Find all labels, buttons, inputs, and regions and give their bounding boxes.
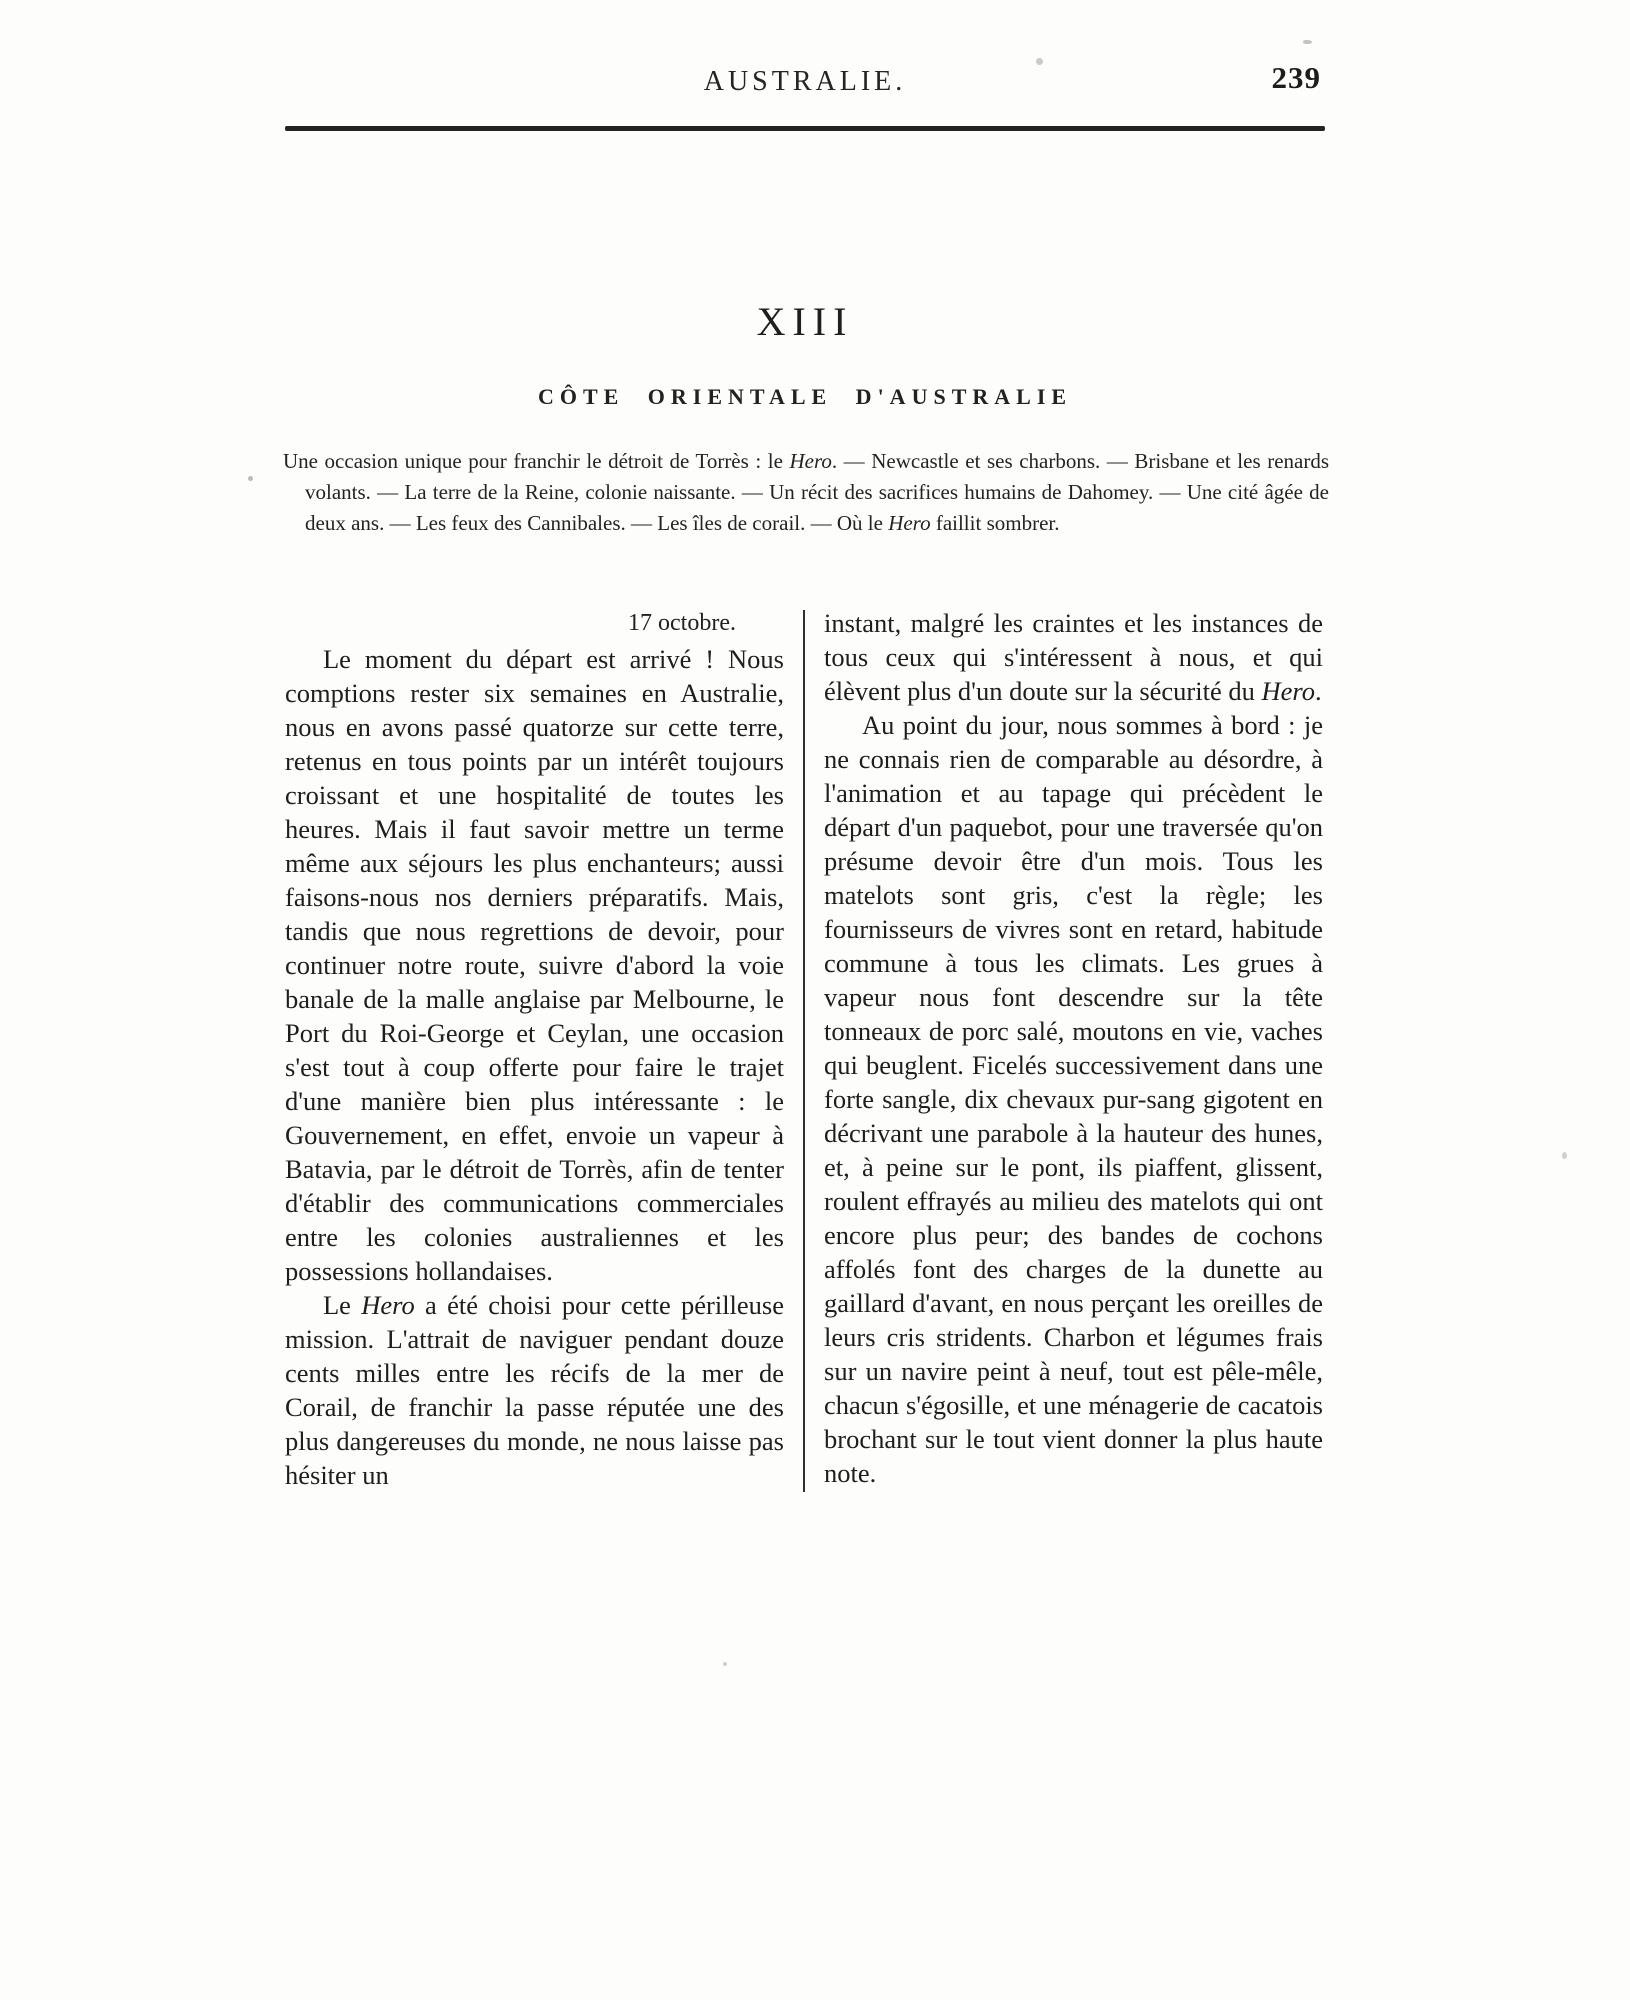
left-paragraphs — [285, 642, 784, 1492]
paragraph: Le moment du départ est arrivé ! Nous comptions rester six semaines en Australie, nous en avons passé quatorze sur cette terre, retenus en tous points par un intérêt toujours croissant et une hospitalité de toutes les heures. Mais il faut savoir mettre un terme même aux séjours les plus enchanteurs; aussi faisons-nous nos derniers préparatifs. Mais, tandis que nous regrettions de devoir, pour continuer notre route, suivre d'abord la voie banale de la malle anglaise par Melbourne, le Port du Roi-George et Ceylan, une occasion s'est tout à coup offerte pour faire le trajet d'une manière bien plus intéressante : le Gouvernement, en effet, envoie un vapeur à Batavia, par le détroit de Torrès, afin de tenter d'établir des communications commerciales entre les colonies australiennes et les possessions hollandaises. — [285, 644, 784, 1286]
scan-speck — [248, 476, 253, 481]
column-left — [285, 606, 784, 1492]
scan-speck — [723, 1662, 727, 1666]
header-rule — [285, 126, 1325, 131]
date-line: 17 octobre. — [628, 610, 736, 636]
paragraph: Au point du jour, nous sommes à bord : je ne connais rien de comparable au désordre, à l'animation et au tapage qui précèdent le départ d'un paquebot, pour une traversée qu'on présume devoir être d'un mois. Tous les matelots sont gris, c'est la règle; les fournisseurs de vivres sont en retard, habitude commune à tous les climats. Les grues à vapeur nous font descendre sur la tête tonneaux de porc salé, moutons en vie, vaches qui beuglent. Ficelés successivement dans une forte sangle, dix chevaux pur-sang gigotent en décrivant une parabole à la hauteur des hunes, et, à peine sur le pont, ils piaffent, glissent, roulent effrayés au milieu des matelots qui ont encore plus peur; des bandes de cochons affolés font des charges de la dunette au gaillard d'avant, en nous perçant les oreilles de leurs cris stridents. Charbon et légumes frais sur un navire peint à neuf, tout est pêle-mêle, chacun s'égosille, et une ménagerie de cacatois brochant sur le tout vient donner la plus haute note. — [824, 710, 1323, 1488]
text-columns — [285, 606, 1325, 1492]
chapter-subtitle: CÔTE ORIENTALE D'AUSTRALIE — [537, 384, 1073, 409]
page-number: 239 — [1271, 60, 1321, 95]
scan-speck — [1036, 58, 1043, 65]
column-divider — [803, 610, 805, 1492]
scan-speck — [1562, 1152, 1567, 1159]
paragraph: Le Hero a été choisi pour cette périlleuse mission. L'attrait de naviguer pendant douze cents milles entre les récifs de la mer de Corail, de franchir la passe réputée une des plus dangereuses du monde, ne nous laisse pas hésiter un — [285, 1290, 785, 1490]
scan-speck — [1303, 40, 1312, 44]
running-header — [285, 60, 1325, 106]
chapter-number: XIII — [756, 299, 854, 344]
paragraph: instant, malgré les craintes et les instances de tous ceux qui s'intéressent à nous, et qui élèvent plus d'un doute sur la sécurité du Hero. — [824, 608, 1323, 706]
chapter-summary — [283, 446, 1329, 539]
right-paragraphs — [824, 606, 1323, 1490]
running-title: AUSTRALIE. — [703, 66, 907, 97]
paragraph: Une occasion unique pour franchir le détroit de Torrès : le Hero. — Newcastle et ses charbons. — Brisbane et les renards volants. — La terre de la Reine, colonie naissante. — Un récit des sacrifices humains de Dahomey. — Une cité âgée de deux ans. — Les feux des Cannibales. — Les îles de corail. — Où le Hero faillit sombrer. — [283, 449, 1330, 535]
column-right — [824, 606, 1323, 1492]
